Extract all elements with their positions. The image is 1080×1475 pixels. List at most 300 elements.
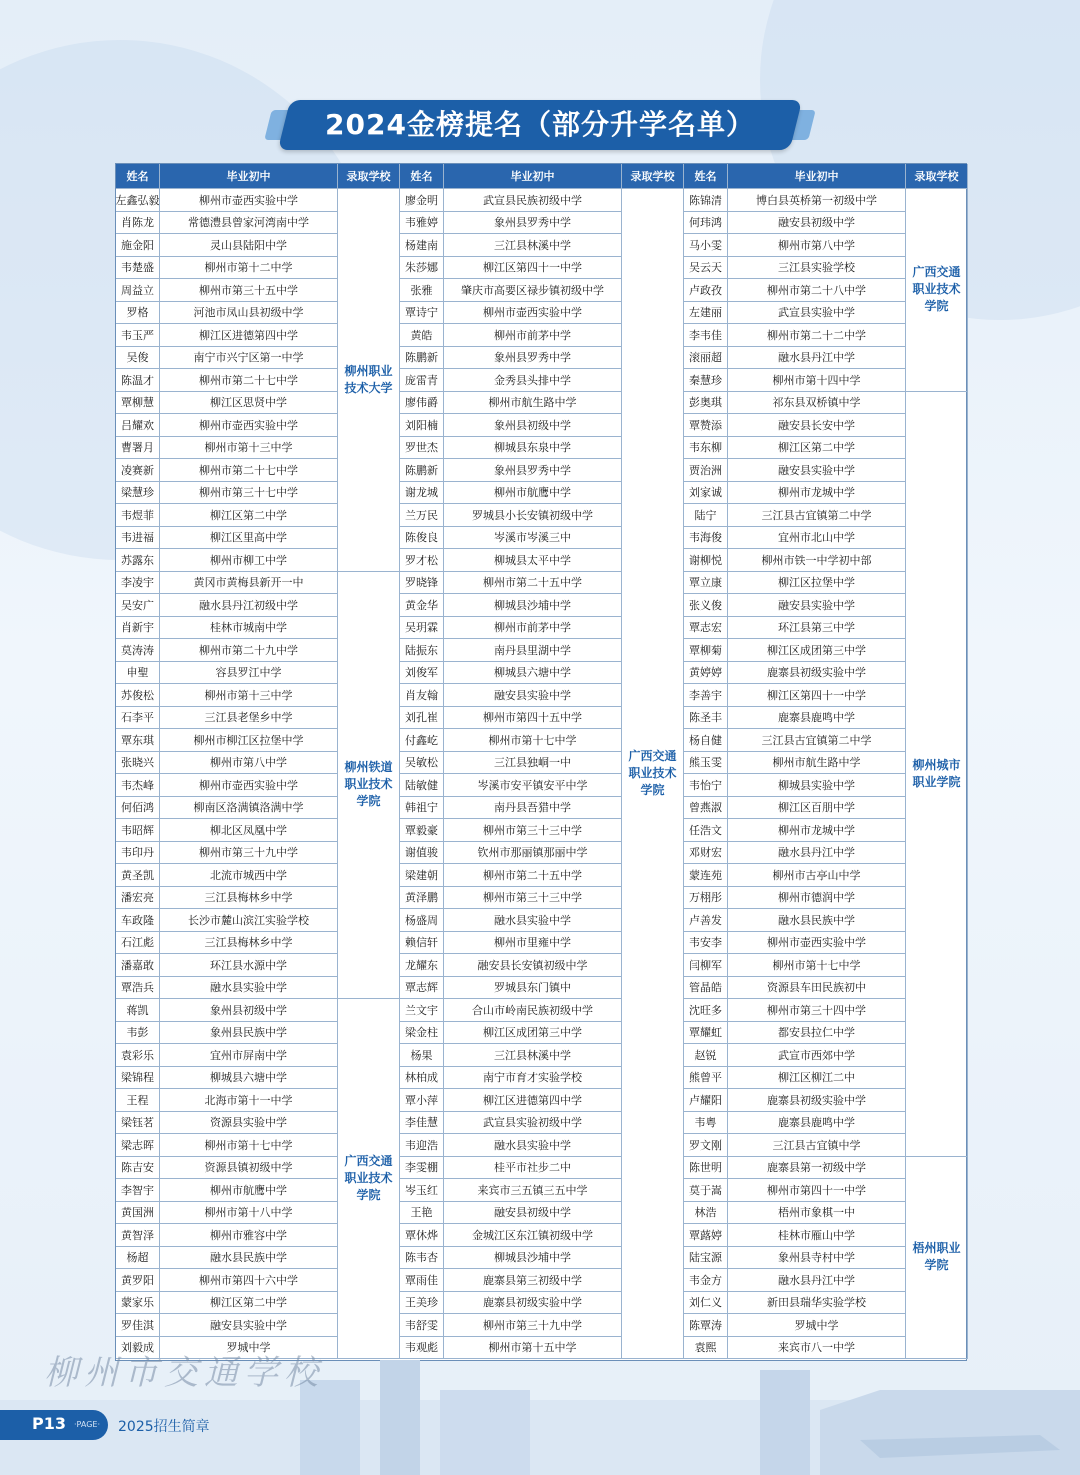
- student-name: 苏俊松: [116, 684, 160, 707]
- student-name: 车政隆: [116, 909, 160, 932]
- student-name: 蒋凯: [116, 999, 160, 1022]
- middle-school: 象州县罗秀中学: [444, 347, 622, 370]
- student-name: 罗世杰: [400, 437, 444, 460]
- middle-school: 柳州市航鹰中学: [160, 1179, 338, 1202]
- middle-school: 柳州市雅容中学: [160, 1224, 338, 1247]
- admission-roster-table: [115, 163, 967, 1361]
- middle-school: 柳州市第二十九中学: [160, 639, 338, 662]
- middle-school: 河池市凤山县初级中学: [160, 302, 338, 325]
- student-name: 秦慧珍: [684, 369, 728, 392]
- middle-school: 柳城县太平中学: [444, 549, 622, 572]
- student-name: 黄皓: [400, 324, 444, 347]
- middle-school: 融水县丹江中学: [728, 842, 906, 865]
- student-name: 韦彭: [116, 1022, 160, 1045]
- student-name: 韦东柳: [684, 437, 728, 460]
- middle-school: 黄冈市黄梅县新开一中: [160, 572, 338, 595]
- student-name: 石江彪: [116, 932, 160, 955]
- middle-school: 柳江区柳江二中: [728, 1067, 906, 1090]
- student-name: 韦雅婷: [400, 212, 444, 235]
- student-name: 莫涛涛: [116, 639, 160, 662]
- student-name: 王艳: [400, 1202, 444, 1225]
- admitted-school: 广西交通职业技术学院: [622, 189, 684, 1359]
- student-name: 韦玉严: [116, 324, 160, 347]
- student-name: 黄智泽: [116, 1224, 160, 1247]
- student-name: 陈吉安: [116, 1157, 160, 1180]
- middle-school: 三江县梅林乡中学: [160, 932, 338, 955]
- middle-school: 鹿寨县初级实验中学: [728, 662, 906, 685]
- middle-school: 长沙市麓山滨江实验学校: [160, 909, 338, 932]
- middle-school: 三江县老堡乡中学: [160, 707, 338, 730]
- student-name: 陈锦清: [684, 189, 728, 212]
- middle-school: 南丹县吾猎中学: [444, 797, 622, 820]
- admitted-school: 柳州职业技术大学: [338, 189, 400, 572]
- student-name: 陆宝源: [684, 1247, 728, 1270]
- middle-school: 柳州市第三十三中学: [444, 887, 622, 910]
- middle-school: 柳江区拉堡中学: [728, 572, 906, 595]
- middle-school: 来宾市三五镇三五中学: [444, 1179, 622, 1202]
- header-name: 姓名: [684, 164, 728, 189]
- student-name: 闫柳军: [684, 954, 728, 977]
- middle-school: 南宁市兴宁区第一中学: [160, 347, 338, 370]
- middle-school: 柳州市第二十二中学: [728, 324, 906, 347]
- student-name: 肖友翰: [400, 684, 444, 707]
- student-name: 韩祖宁: [400, 797, 444, 820]
- middle-school: 柳州市第八中学: [728, 234, 906, 257]
- student-name: 覃小萍: [400, 1089, 444, 1112]
- student-name: 吴俊: [116, 347, 160, 370]
- middle-school: 都安县拉仁中学: [728, 1022, 906, 1045]
- middle-school: 肇庆市高要区禄步镇初级中学: [444, 279, 622, 302]
- student-name: 覃浩兵: [116, 977, 160, 1000]
- middle-school: 融安县实验中学: [728, 594, 906, 617]
- middle-school: 柳江区成团第三中学: [728, 639, 906, 662]
- middle-school: 南宁市育才实验学校: [444, 1067, 622, 1090]
- student-name: 覃诗宁: [400, 302, 444, 325]
- middle-school: 象州县初级中学: [444, 414, 622, 437]
- student-name: 王程: [116, 1089, 160, 1112]
- middle-school: 桂林市城南中学: [160, 617, 338, 640]
- middle-school: 象州县民族中学: [160, 1022, 338, 1045]
- middle-school: 柳州市第三十三中学: [444, 819, 622, 842]
- middle-school: 柳城县沙埔中学: [444, 1247, 622, 1270]
- student-name: 潘宏亮: [116, 887, 160, 910]
- middle-school: 柳州市壶西实验中学: [160, 189, 338, 212]
- middle-school: 融水县丹江初级中学: [160, 594, 338, 617]
- student-name: 左鑫弘毅: [116, 189, 160, 212]
- student-name: 李佳慧: [400, 1112, 444, 1135]
- student-name: 韦海俊: [684, 527, 728, 550]
- student-name: 韦楚盛: [116, 257, 160, 280]
- middle-school: 柳州市第二十八中学: [728, 279, 906, 302]
- student-name: 蒙连苑: [684, 864, 728, 887]
- middle-school: 柳州市第四十五中学: [444, 707, 622, 730]
- student-name: 张晓兴: [116, 752, 160, 775]
- middle-school: 融水县实验中学: [160, 977, 338, 1000]
- middle-school: 柳州市前茅中学: [444, 324, 622, 347]
- student-name: 刘俊军: [400, 662, 444, 685]
- middle-school: 柳北区凤凰中学: [160, 819, 338, 842]
- student-name: 陆敏健: [400, 774, 444, 797]
- middle-school: 柳州市第十二中学: [160, 257, 338, 280]
- middle-school: 资源县实验中学: [160, 1112, 338, 1135]
- student-name: 凌赛新: [116, 459, 160, 482]
- middle-school: 融安县实验中学: [160, 1314, 338, 1337]
- middle-school: 南丹县里湖中学: [444, 639, 622, 662]
- page-title: 2024金榜提名（部分升学名单）: [325, 108, 755, 141]
- student-name: 杨盛周: [400, 909, 444, 932]
- student-name: 黄罗阳: [116, 1269, 160, 1292]
- student-name: 何佰鸿: [116, 797, 160, 820]
- school-handwriting-watermark: 柳州市交通学校: [44, 1353, 324, 1393]
- middle-school: 柳州市第四十一中学: [728, 1179, 906, 1202]
- middle-school: 资源县车田民族初中: [728, 977, 906, 1000]
- middle-school: 融水县民族中学: [728, 909, 906, 932]
- student-name: 李凌宇: [116, 572, 160, 595]
- middle-school: 柳江区第二中学: [160, 504, 338, 527]
- student-name: 刘孔崔: [400, 707, 444, 730]
- student-name: 贾治洲: [684, 459, 728, 482]
- student-name: 谢龙城: [400, 482, 444, 505]
- student-name: 王美珍: [400, 1292, 444, 1315]
- student-name: 李善宇: [684, 684, 728, 707]
- student-name: 杨果: [400, 1044, 444, 1067]
- middle-school: 资源县镇初级中学: [160, 1157, 338, 1180]
- student-name: 陆宁: [684, 504, 728, 527]
- middle-school: 金秀县头排中学: [444, 369, 622, 392]
- middle-school: 融水县实验中学: [444, 1134, 622, 1157]
- middle-school: 柳州市第二十五中学: [444, 572, 622, 595]
- student-name: 韦煜菲: [116, 504, 160, 527]
- middle-school: 三江县古宜镇第二中学: [728, 729, 906, 752]
- student-name: 韦印丹: [116, 842, 160, 865]
- student-name: 黄圣凯: [116, 864, 160, 887]
- middle-school: 柳州市航生路中学: [728, 752, 906, 775]
- middle-school: 容县罗江中学: [160, 662, 338, 685]
- student-name: 陈温才: [116, 369, 160, 392]
- student-name: 韦金方: [684, 1269, 728, 1292]
- student-name: 杨自健: [684, 729, 728, 752]
- student-name: 韦怡宁: [684, 774, 728, 797]
- student-name: 苏露东: [116, 549, 160, 572]
- middle-school: 三江县梅林乡中学: [160, 887, 338, 910]
- student-name: 廖伟爵: [400, 392, 444, 415]
- student-name: 吴敏松: [400, 752, 444, 775]
- student-name: 蒙家乐: [116, 1292, 160, 1315]
- student-name: 覃柳菊: [684, 639, 728, 662]
- middle-school: 柳江区里高中学: [160, 527, 338, 550]
- middle-school: 柳州市龙城中学: [728, 819, 906, 842]
- middle-school: 罗城中学: [160, 1337, 338, 1360]
- student-name: 任浩文: [684, 819, 728, 842]
- student-name: 刘毅成: [116, 1337, 160, 1360]
- student-name: 陈覃涛: [684, 1314, 728, 1337]
- middle-school: 柳州市第十三中学: [160, 684, 338, 707]
- student-name: 卢善发: [684, 909, 728, 932]
- middle-school: 柳州市航生路中学: [444, 392, 622, 415]
- header-admit: 录取学校: [906, 164, 968, 189]
- middle-school: 鹿寨县鹿鸣中学: [728, 707, 906, 730]
- footer-caption: 2025招生简章: [118, 1419, 210, 1435]
- middle-school: 象州县罗秀中学: [444, 212, 622, 235]
- page-number: P13: [32, 1414, 66, 1433]
- middle-school: 柳州市第十四中学: [728, 369, 906, 392]
- middle-school: 融安县初级中学: [728, 212, 906, 235]
- student-name: 周益立: [116, 279, 160, 302]
- student-name: 袁熙: [684, 1337, 728, 1360]
- middle-school: 柳州市前茅中学: [444, 617, 622, 640]
- middle-school: 罗城县东门镇中: [444, 977, 622, 1000]
- student-name: 肖新宇: [116, 617, 160, 640]
- middle-school: 柳州市第三十五中学: [160, 279, 338, 302]
- student-name: 张义俊: [684, 594, 728, 617]
- header-admit: 录取学校: [338, 164, 400, 189]
- student-name: 曹署月: [116, 437, 160, 460]
- student-name: 申聖: [116, 662, 160, 685]
- title-banner: [268, 100, 812, 150]
- header-school: 毕业初中: [160, 164, 338, 189]
- middle-school: 柳州市航鹰中学: [444, 482, 622, 505]
- student-name: 付鑫屹: [400, 729, 444, 752]
- student-name: 马小雯: [684, 234, 728, 257]
- middle-school: 象州县罗秀中学: [444, 459, 622, 482]
- student-name: 韦舒雯: [400, 1314, 444, 1337]
- student-name: 覃东琪: [116, 729, 160, 752]
- middle-school: 灵山县陆阳中学: [160, 234, 338, 257]
- middle-school: 柳州市第三十九中学: [160, 842, 338, 865]
- middle-school: 融水县丹江中学: [728, 347, 906, 370]
- student-name: 施金阳: [116, 234, 160, 257]
- middle-school: 象州县寺村中学: [728, 1247, 906, 1270]
- middle-school: 宜州市屏南中学: [160, 1044, 338, 1067]
- student-name: 潘嘉敢: [116, 954, 160, 977]
- middle-school: 柳州市里雍中学: [444, 932, 622, 955]
- middle-school: 武宣县实验初级中学: [444, 1112, 622, 1135]
- middle-school: 柳城县六塘中学: [160, 1067, 338, 1090]
- middle-school: 柳城县六塘中学: [444, 662, 622, 685]
- middle-school: 罗城县小长安镇初级中学: [444, 504, 622, 527]
- student-name: 肖陈龙: [116, 212, 160, 235]
- middle-school: 环江县第三中学: [728, 617, 906, 640]
- middle-school: 三江县独峒一中: [444, 752, 622, 775]
- student-name: 覃毅豪: [400, 819, 444, 842]
- middle-school: 常德澧县曾家河湾南中学: [160, 212, 338, 235]
- middle-school: 宜州市北山中学: [728, 527, 906, 550]
- student-name: 韦进福: [116, 527, 160, 550]
- middle-school: 柳州市第三十四中学: [728, 999, 906, 1022]
- header-name: 姓名: [116, 164, 160, 189]
- student-name: 赵锐: [684, 1044, 728, 1067]
- student-name: 谢柳悦: [684, 549, 728, 572]
- student-name: 覃志宏: [684, 617, 728, 640]
- middle-school: 柳江区思贤中学: [160, 392, 338, 415]
- student-name: 覃雨佳: [400, 1269, 444, 1292]
- student-name: 莫于嵩: [684, 1179, 728, 1202]
- student-name: 陈圣丰: [684, 707, 728, 730]
- student-name: 杨建南: [400, 234, 444, 257]
- middle-school: 桂林市雁山中学: [728, 1224, 906, 1247]
- middle-school: 融安县实验中学: [444, 684, 622, 707]
- student-name: 熊曾平: [684, 1067, 728, 1090]
- student-name: 李韦佳: [684, 324, 728, 347]
- student-name: 石李平: [116, 707, 160, 730]
- middle-school: 柳州市第三十九中学: [444, 1314, 622, 1337]
- middle-school: 柳州市第十五中学: [444, 1337, 622, 1360]
- student-name: 龙耀东: [400, 954, 444, 977]
- admitted-school: 梧州职业学院: [906, 1157, 968, 1360]
- middle-school: 柳州市第十三中学: [160, 437, 338, 460]
- student-name: 覃柳慧: [116, 392, 160, 415]
- student-name: 朱莎娜: [400, 257, 444, 280]
- student-name: 陈韦杏: [400, 1247, 444, 1270]
- student-name: 岑玉红: [400, 1179, 444, 1202]
- middle-school: 合山市岭南民族初级中学: [444, 999, 622, 1022]
- student-name: 梁志晖: [116, 1134, 160, 1157]
- admitted-school: 广西交通职业技术学院: [338, 999, 400, 1359]
- middle-school: 柳州市柳工中学: [160, 549, 338, 572]
- student-name: 陈俊良: [400, 527, 444, 550]
- student-name: 廖金明: [400, 189, 444, 212]
- student-name: 吴玥霖: [400, 617, 444, 640]
- student-name: 李雯棚: [400, 1157, 444, 1180]
- student-name: 左建丽: [684, 302, 728, 325]
- middle-school: 三江县林溪中学: [444, 1044, 622, 1067]
- middle-school: 柳州市第三十七中学: [160, 482, 338, 505]
- student-name: 梁建朝: [400, 864, 444, 887]
- middle-school: 柳州市第八中学: [160, 752, 338, 775]
- student-name: 韦安李: [684, 932, 728, 955]
- student-name: 杨超: [116, 1247, 160, 1270]
- student-name: 覃休烨: [400, 1224, 444, 1247]
- student-name: 熊玉雯: [684, 752, 728, 775]
- middle-school: 融安县初级中学: [444, 1202, 622, 1225]
- student-name: 梁金柱: [400, 1022, 444, 1045]
- middle-school: 新田县瑞华实验学校: [728, 1292, 906, 1315]
- student-name: 罗格: [116, 302, 160, 325]
- middle-school: 柳州市壶西实验中学: [444, 302, 622, 325]
- middle-school: 三江县林溪中学: [444, 234, 622, 257]
- student-name: 谢值骏: [400, 842, 444, 865]
- middle-school: 融水县实验中学: [444, 909, 622, 932]
- middle-school: 柳州市第十八中学: [160, 1202, 338, 1225]
- student-name: 刘仁义: [684, 1292, 728, 1315]
- student-name: 陆振东: [400, 639, 444, 662]
- middle-school: 三江县实验学校: [728, 257, 906, 280]
- middle-school: 柳江区第四十一中学: [728, 684, 906, 707]
- middle-school: 柳州市铁一中学初中部: [728, 549, 906, 572]
- student-name: 罗文刚: [684, 1134, 728, 1157]
- middle-school: 博白县英桥第一初级中学: [728, 189, 906, 212]
- middle-school: 梧州市象棋一中: [728, 1202, 906, 1225]
- middle-school: 柳江区成团第三中学: [444, 1022, 622, 1045]
- student-name: 覃立康: [684, 572, 728, 595]
- admitted-school: 广西交通职业技术学院: [906, 189, 968, 392]
- middle-school: 融安县实验中学: [728, 459, 906, 482]
- middle-school: 柳州市第十七中学: [160, 1134, 338, 1157]
- student-name: 韦杰峰: [116, 774, 160, 797]
- middle-school: 柳城县沙埔中学: [444, 594, 622, 617]
- middle-school: 环江县水源中学: [160, 954, 338, 977]
- student-name: 梁慧珍: [116, 482, 160, 505]
- middle-school: 来宾市八一中学: [728, 1337, 906, 1360]
- middle-school: 柳州市德润中学: [728, 887, 906, 910]
- middle-school: 鹿寨县第一初级中学: [728, 1157, 906, 1180]
- middle-school: 柳州市第二十七中学: [160, 459, 338, 482]
- student-name: 李智宇: [116, 1179, 160, 1202]
- middle-school: 柳州市古亭山中学: [728, 864, 906, 887]
- middle-school: 钦州市那丽镇那丽中学: [444, 842, 622, 865]
- student-name: 韦迎浩: [400, 1134, 444, 1157]
- student-name: 黄泽鹏: [400, 887, 444, 910]
- middle-school: 柳城县实验中学: [728, 774, 906, 797]
- middle-school: 柳州市第四十六中学: [160, 1269, 338, 1292]
- middle-school: 北海市第十一中学: [160, 1089, 338, 1112]
- student-name: 陈世明: [684, 1157, 728, 1180]
- student-name: 梁钰茗: [116, 1112, 160, 1135]
- middle-school: 北流市城西中学: [160, 864, 338, 887]
- student-name: 陈鹏新: [400, 459, 444, 482]
- middle-school: 桂平市社步二中: [444, 1157, 622, 1180]
- middle-school: 鹿寨县初级实验中学: [444, 1292, 622, 1315]
- middle-school: 柳江区第二中学: [160, 1292, 338, 1315]
- student-name: 兰万民: [400, 504, 444, 527]
- student-name: 林柏成: [400, 1067, 444, 1090]
- middle-school: 柳州市第二十七中学: [160, 369, 338, 392]
- student-name: 覃志辉: [400, 977, 444, 1000]
- middle-school: 柳江区进德第四中学: [444, 1089, 622, 1112]
- student-name: 张雅: [400, 279, 444, 302]
- middle-school: 三江县古宜镇中学: [728, 1134, 906, 1157]
- student-name: 陈鹏新: [400, 347, 444, 370]
- middle-school: 三江县古宜镇第二中学: [728, 504, 906, 527]
- student-name: 沈旺多: [684, 999, 728, 1022]
- student-name: 万栩彤: [684, 887, 728, 910]
- middle-school: 象州县初级中学: [160, 999, 338, 1022]
- middle-school: 武宣县民族初级中学: [444, 189, 622, 212]
- student-name: 罗晓锋: [400, 572, 444, 595]
- header-admit: 录取学校: [622, 164, 684, 189]
- student-name: 曾燕淑: [684, 797, 728, 820]
- student-name: 兰文宇: [400, 999, 444, 1022]
- middle-school: 柳江区百朋中学: [728, 797, 906, 820]
- student-name: 罗佳淇: [116, 1314, 160, 1337]
- middle-school: 武宣县实验中学: [728, 302, 906, 325]
- header-school: 毕业初中: [728, 164, 906, 189]
- student-name: 刘阳楠: [400, 414, 444, 437]
- student-name: 韦观彪: [400, 1337, 444, 1360]
- middle-school: 柳州市第十七中学: [444, 729, 622, 752]
- middle-school: 岑溪市安平镇安平中学: [444, 774, 622, 797]
- student-name: 林浩: [684, 1202, 728, 1225]
- middle-school: 柳州市第二十五中学: [444, 864, 622, 887]
- admitted-school: 柳州城市职业学院: [906, 392, 968, 1157]
- student-name: 黄婷婷: [684, 662, 728, 685]
- student-name: 刘家诚: [684, 482, 728, 505]
- middle-school: 柳城县东泉中学: [444, 437, 622, 460]
- student-name: 覃蕗婷: [684, 1224, 728, 1247]
- admitted-school: 柳州铁道职业技术学院: [338, 572, 400, 1000]
- student-name: 赖信轩: [400, 932, 444, 955]
- student-name: 何玮鸿: [684, 212, 728, 235]
- middle-school: 武宣市西郊中学: [728, 1044, 906, 1067]
- middle-school: 柳州市壶西实验中学: [160, 414, 338, 437]
- middle-school: 罗城中学: [728, 1314, 906, 1337]
- student-name: 覃赞添: [684, 414, 728, 437]
- student-name: 管晶皓: [684, 977, 728, 1000]
- middle-school: 柳南区洛满镇洛满中学: [160, 797, 338, 820]
- middle-school: 岑溪市岑溪三中: [444, 527, 622, 550]
- middle-school: 柳州市龙城中学: [728, 482, 906, 505]
- header-school: 毕业初中: [444, 164, 622, 189]
